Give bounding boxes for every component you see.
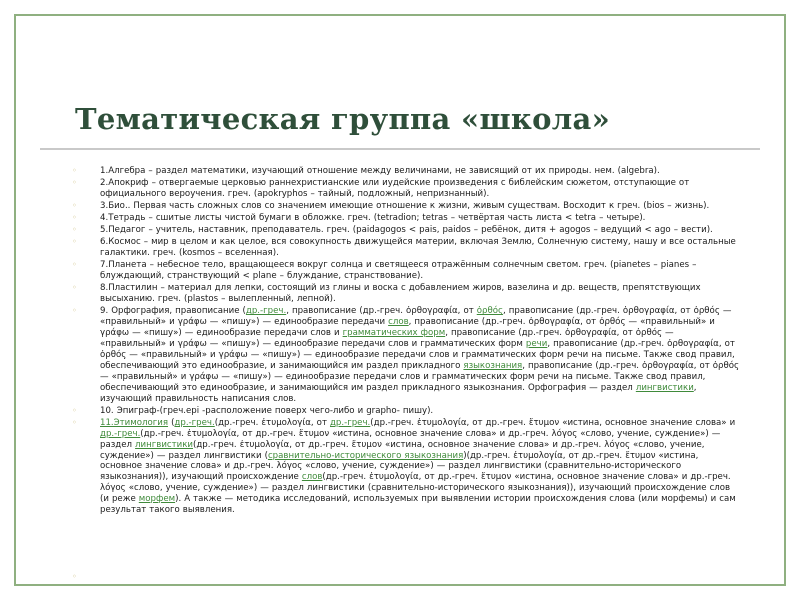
bullet-icon: ◦ — [72, 178, 77, 188]
item-text: 3.Био.. Первая часть сложных слов со значением имеющие отношение к жизни, живым существам. Восходит к греч. (bios – жизнь). — [100, 201, 710, 212]
item-text: (др.-греч. ἐτυμολογία, от др.-греч. ἔτυμον «истина, основное значение слова» и др.-греч. λόγος «слово, учение, суждение») — раздел лингвистики (сравнительно-исторического языкознания)), изучающий происхождение слов (и реже — [100, 472, 731, 505]
hyperlink[interactable]: морфем — [138, 494, 176, 505]
item-text: 5.Педагог – учитель, наставник, преподаватель. греч. (paidagogos < pais, paidos – ребёнок, дитя + agogos – ведущий < ago – вести). — [100, 225, 713, 236]
item-text: 6.Космос – мир в целом и как целое, вся совокупность движущейся материи, включая Землю, Солнечную систему, нашу и все остальные галактики. греч. (kosmos – вселенная). — [100, 237, 736, 259]
item-text: , правописание (др.-греч. ὀρθογραφία, от ὀρθός — «правильный» и γράφω — «пишу») — единообразие передачи слов и грамматических форм речи на письме. Также свод правил, обеспечивающий это единообразие, и занимающийся им раздел прикладного — [100, 339, 735, 371]
bullet-icon: ◦ — [72, 201, 77, 211]
hyperlink[interactable]: речи — [525, 339, 548, 350]
item-text: 1.Алгебра – раздел математики, изучающий отношение между величинами, не зависящий от их природы. нем. (algebra). — [100, 166, 660, 176]
bullet-icon: ◦ — [72, 237, 77, 247]
item-text: 2.Апокриф – отвергаемые церковью раннехристианские или иудейские произведения с библейским сюжетом, отступающие от официального вероучения. греч. (apokryphos – тайный, подложный, непризнанный). — [100, 178, 690, 199]
item-text: ( — [168, 417, 175, 428]
hyperlink[interactable]: др.-греч. — [174, 417, 215, 428]
item-text: , правописание (др.-греч. ὀρθογραφία, от ὀρθός — «правильный» и γράφω — «пишу») — единообразие передачи слов и грамматических форм речи на письме. Также свод правил, обеспечивающий это единообразие, и занимающийся им раздел прикладного языкознания. Орфография — раздел — [100, 360, 740, 393]
bullet-icon: ◦ — [72, 306, 77, 316]
title-divider — [40, 148, 760, 150]
item-text: 8.Пластилин – материал для лепки, состоящий из глины и воска с добавлением жиров, вазелина и др. веществ, препятствующих высыханию. греч. (plastos – вылепленный, лепной). — [100, 283, 701, 305]
bullet-icon: ◦ — [72, 417, 77, 427]
item-text: 7.Планета – небесное тело, вращающееся вокруг солнца и светящееся отражённым солнечным светом. греч. (pianetes – pianes – блуждающий, странствующий < plane – блуждание, странствование). — [100, 260, 697, 282]
list-item — [72, 201, 740, 212]
hyperlink[interactable]: грамматических форм — [342, 328, 446, 339]
item-text: , правописание (др.-греч. ὀρθογραφία, от ὀρθός — «правильный» и γράφω — «пишу») — единообразие передачи слов и — [100, 317, 715, 339]
bullet-icon: ◦ — [72, 405, 77, 415]
item-text: , изучающий правильность написания слов. — [100, 382, 697, 404]
list-item — [72, 213, 740, 224]
hyperlink[interactable]: др.-греч. — [100, 428, 141, 439]
hyperlink[interactable]: слов — [301, 472, 323, 483]
list-item — [72, 166, 740, 177]
term-list — [72, 166, 740, 517]
item-text: (др.-греч. ἐτυμολογία, от — [214, 417, 330, 428]
item-text: (др.-греч. ἐτυμολογία, от др.-греч. ἔτυμον «истина, основное значение слова» и — [370, 417, 736, 428]
hyperlink[interactable]: 11.Этимология — [100, 417, 169, 428]
bullet-icon: ◦ — [72, 213, 77, 223]
hyperlink[interactable]: языкознания — [463, 360, 523, 371]
item-text: , правописание (др.-греч. ὀρθογραφία, от ὀρθός — «правильный» и γράφω — «пишу») — единообразие передачи слов и грамматических форм — [100, 328, 674, 350]
item-text: (др.-греч. ἐτυμολογία, от др.-греч. ἔτυμον «истина, основное значение слова» и др.-греч. λόγος «слово, учение, суждение») — раздел лингвистики ( — [100, 439, 705, 461]
item-text: 9. Орфография, правописание ( — [100, 306, 246, 317]
item-text: , правописание (др.-греч. ὀρθογραφία, от ὀρθός — «правильный» и γράφω — «пишу») — единообразие передачи — [100, 306, 732, 328]
list-item — [72, 405, 740, 417]
item-text: )(др.-греч. ἐτυμολογία, от др.-греч. ἔτυμον «истина, основное значение слова» и др.-греч. λόγος «слово, учение, суждение») — раздел лингвистики (сравнительно-исторического языкознания)), изучающий происхождение — [100, 450, 699, 483]
item-text: , правописание (др.-греч. ὀρθογραφία, от — [286, 306, 477, 317]
item-text: (др.-греч. ἐτυμολογία, от др.-греч. ἔτυμον «истина, основное значение слова» и др.-греч. λόγος «слово, учение, суждение») — раздел — [100, 428, 721, 450]
hyperlink[interactable]: лингвистики — [635, 382, 694, 393]
bullet-icon: ◦ — [72, 225, 77, 235]
hyperlink[interactable]: др.-греч. — [329, 417, 371, 428]
hyperlink[interactable]: ὀρθός — [476, 306, 504, 317]
item-text: 4.Тетрадь – сшитые листы чистой бумаги в обложке. греч. (tetradion; tetras – четвёртая часть листа < tetra – четыре). — [100, 213, 646, 224]
hyperlink[interactable]: лингвистики — [135, 439, 194, 450]
list-item — [72, 260, 740, 282]
hyperlink[interactable]: др.-греч. — [245, 306, 287, 317]
hyperlink[interactable]: слов — [388, 317, 409, 328]
list-item — [72, 237, 740, 259]
bullet-icon: ◦ — [72, 260, 77, 270]
bullet-icon: ◦ — [72, 166, 77, 175]
list-item — [72, 283, 740, 305]
list-item — [72, 225, 740, 236]
hyperlink[interactable]: сравнительно-исторического языкознания — [267, 450, 464, 461]
list-item — [72, 306, 740, 404]
empty-bullet: ◦ — [72, 572, 77, 581]
bullet-icon: ◦ — [72, 283, 77, 293]
slide-title: Тематическая группа «школа» — [75, 102, 611, 136]
list-item — [72, 417, 740, 516]
list-item — [72, 178, 740, 200]
item-text: 10. Эпиграф-(греч.epi -расположение поверх чего-либо и graрho- пишу). — [100, 405, 434, 416]
item-text: ). А также — методика исследований, используемых при выявлении истории происхождения слова (или морфемы) и сам результат такого выявления. — [100, 494, 736, 516]
